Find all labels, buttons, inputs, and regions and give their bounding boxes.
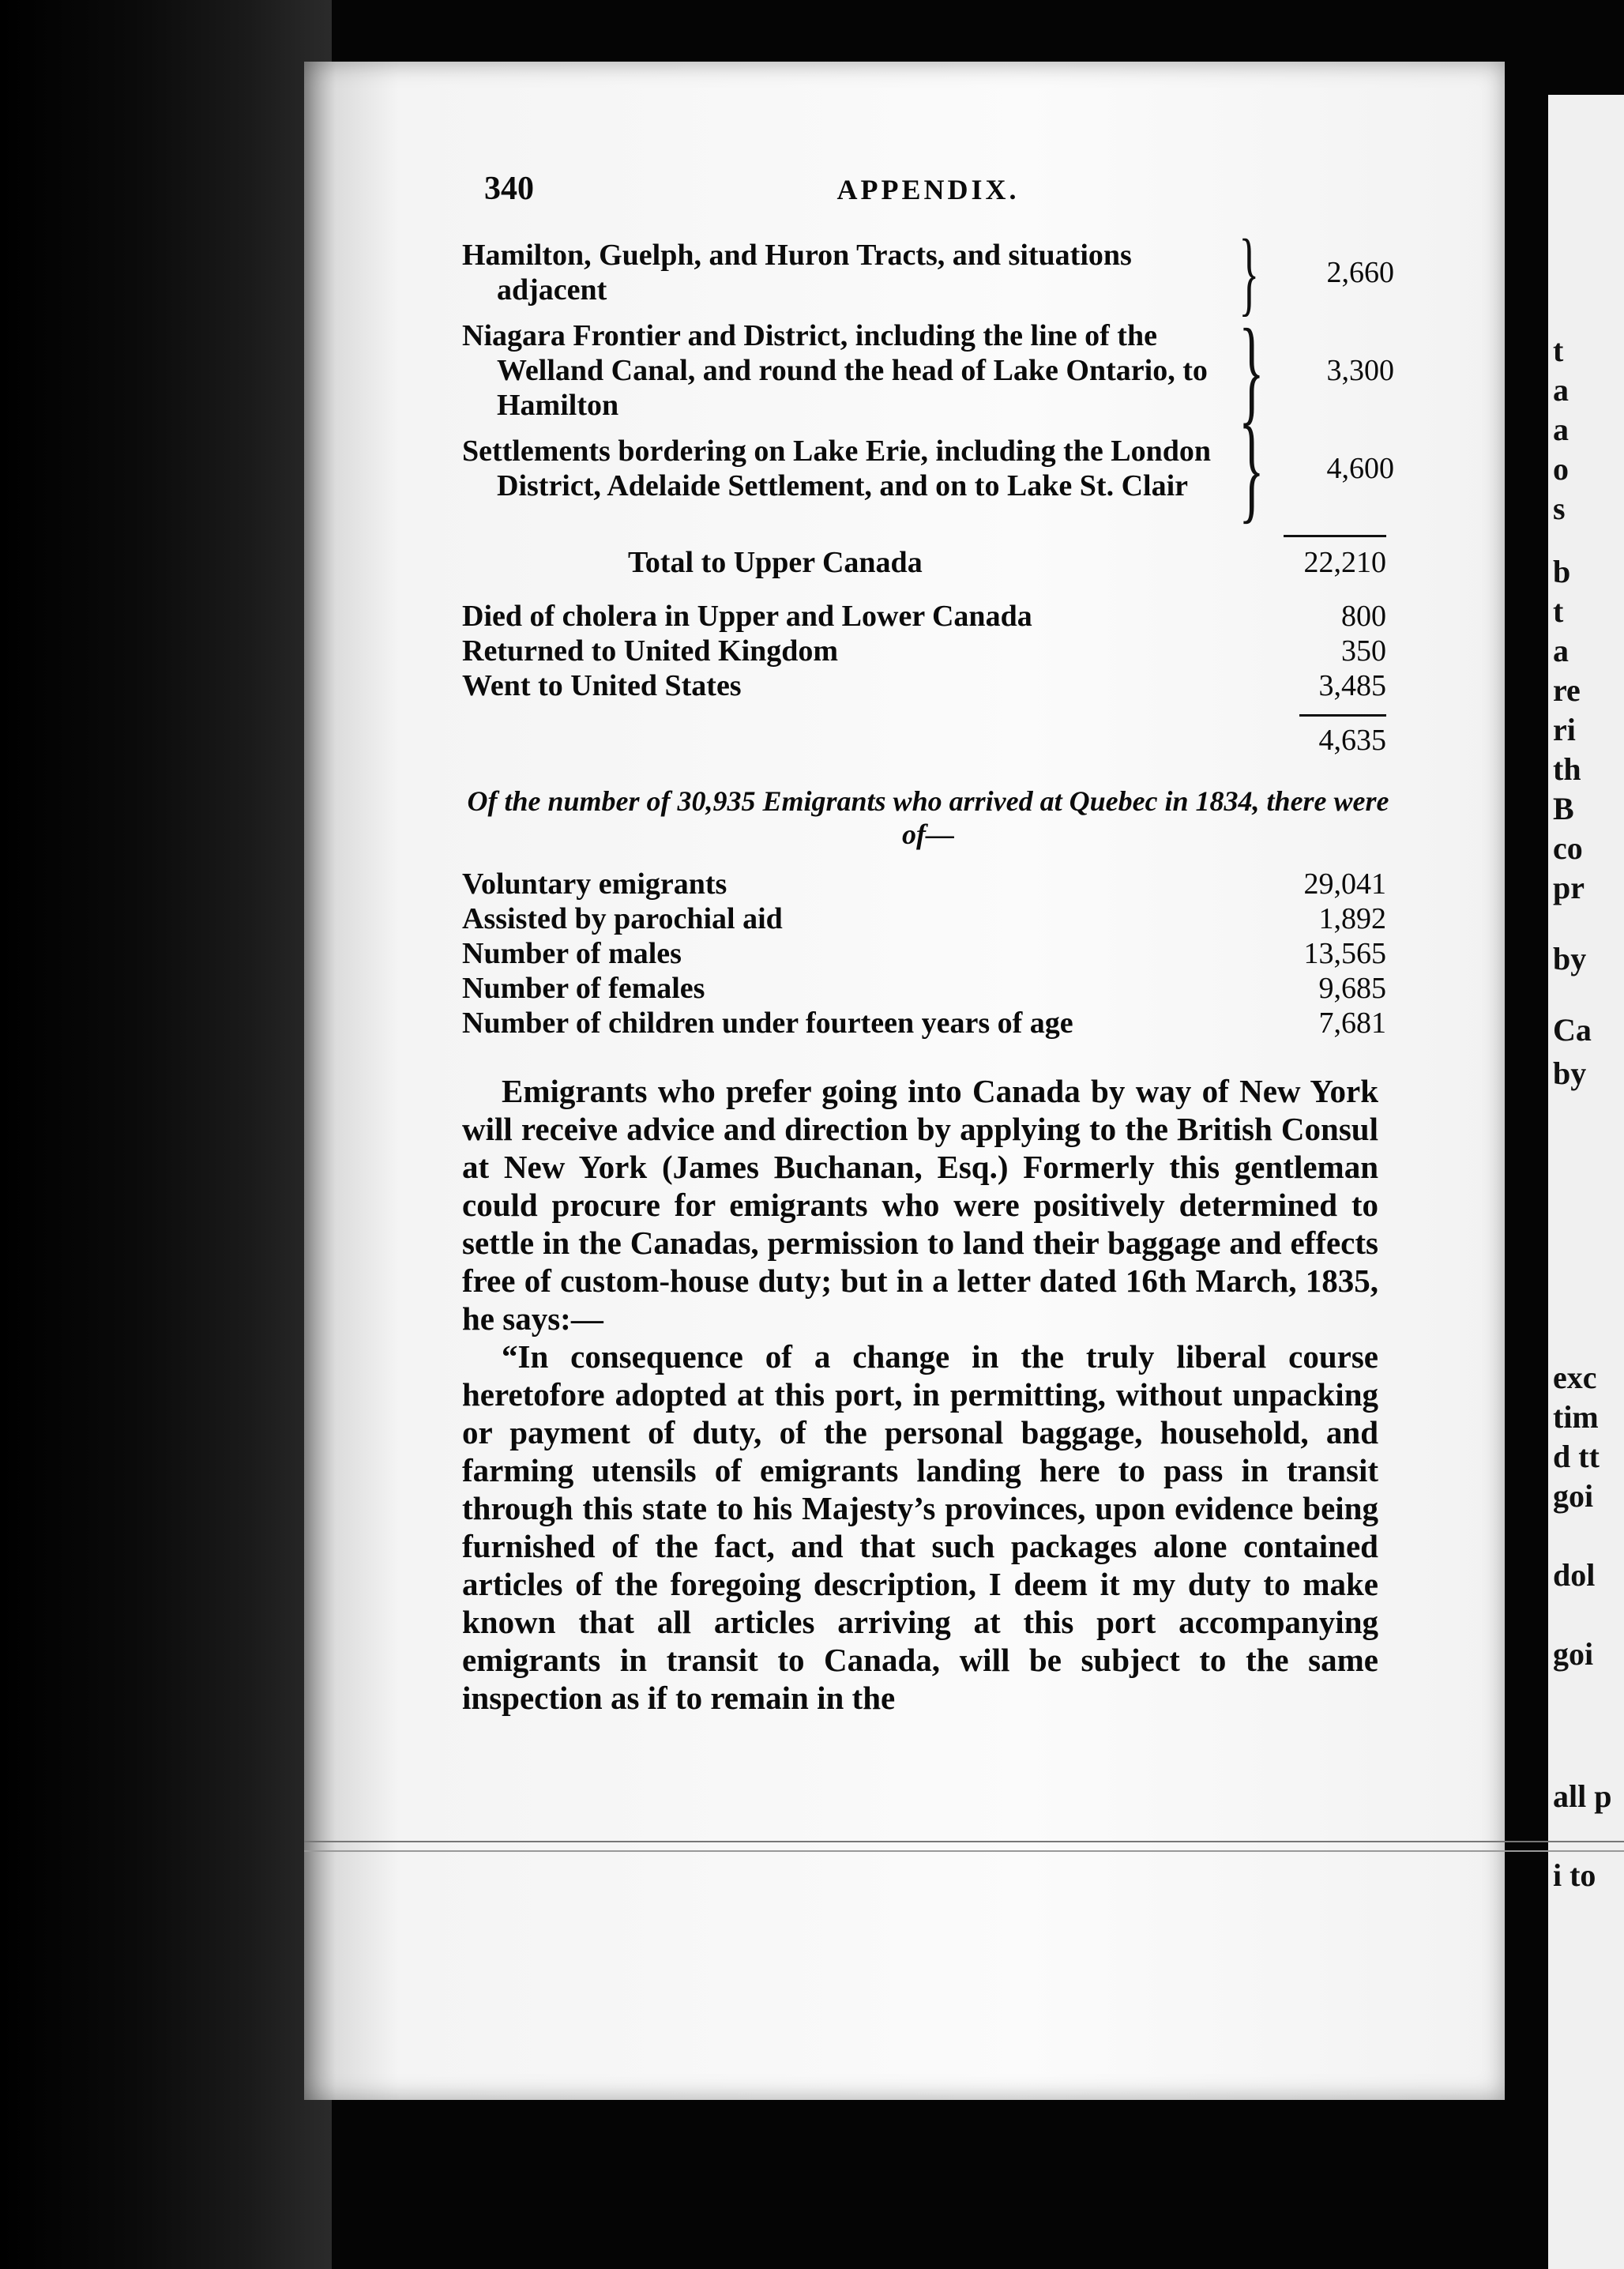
outcome-label: Returned to United Kingdom bbox=[462, 634, 839, 668]
book-gutter-shadow bbox=[0, 0, 332, 2269]
brace-glyph: } bbox=[1239, 220, 1260, 325]
stat-row bbox=[462, 936, 1394, 971]
brace-glyph: } bbox=[1239, 403, 1265, 534]
destination-value: 2,660 bbox=[1326, 256, 1394, 289]
stat-label: Number of males bbox=[462, 937, 682, 970]
total-value: 22,210 bbox=[1303, 546, 1386, 579]
facing-fragment: goi bbox=[1553, 1478, 1594, 1514]
facing-fragment: pr bbox=[1553, 870, 1585, 905]
stat-value: 29,041 bbox=[1303, 867, 1386, 901]
facing-fragment: d tt bbox=[1553, 1439, 1600, 1474]
outcome-value: 800 bbox=[1341, 600, 1386, 633]
facing-fragment: th bbox=[1553, 751, 1581, 787]
stats-heading: Of the number of 30,935 Emigrants who arrived at Quebec in 1834, there were of— bbox=[467, 785, 1389, 850]
destination-value: 3,300 bbox=[1326, 354, 1394, 387]
paragraph: Emigrants who prefer going into Canada by way of New York will receive advice and direction by applying to the British Consul at New York (James Buchanan, Esq.) Formerly this gentleman could procure for emigrants who were positively determined to settle in the Canadas, permission to land their baggage and effects free of custom-house duty; but in a letter dated 16th March, 1835, he says:— bbox=[462, 1073, 1378, 1337]
facing-fragment: B bbox=[1553, 791, 1574, 826]
stat-label: Voluntary emigrants bbox=[462, 867, 727, 901]
body-text bbox=[462, 1072, 1378, 1717]
running-title: APPENDIX. bbox=[836, 174, 1020, 205]
facing-fragment: a bbox=[1553, 633, 1569, 668]
facing-fragment: t bbox=[1553, 333, 1564, 368]
facing-fragment: a bbox=[1553, 372, 1569, 408]
facing-fragment: exc bbox=[1553, 1360, 1597, 1395]
outcome-row bbox=[462, 668, 1394, 703]
destination-row bbox=[462, 403, 1394, 534]
facing-fragment: tim bbox=[1553, 1399, 1599, 1435]
outcome-row bbox=[462, 634, 1394, 668]
facing-fragment: o bbox=[1553, 451, 1569, 487]
stat-value: 13,565 bbox=[1303, 937, 1386, 970]
paragraph-quote: “In consequence of a change in the truly liberal course heretofore adopted at this port, in permitting, without unpacking or payment of duty, of the personal baggage, household, and farming utensils of emigrants landing here to pass in transit through this state to his Majesty’s provinces, upon evidence being furnished of the fact, and that such packages alone contained articles of the foregoing description, I deem it my duty to make known that all articles arriving at this port accompanying emigrants in transit to Canada, will be subject to the same inspection as if to remain in the bbox=[462, 1338, 1378, 1716]
facing-fragment: t bbox=[1553, 593, 1564, 629]
destination-value: 4,600 bbox=[1326, 452, 1394, 485]
facing-fragment: a bbox=[1553, 412, 1569, 447]
facing-page-edge bbox=[1548, 95, 1624, 2269]
stat-label: Number of females bbox=[462, 972, 705, 1005]
facing-fragment: co bbox=[1553, 830, 1583, 866]
outcome-row bbox=[462, 599, 1394, 634]
outcome-label: Went to United States bbox=[462, 669, 742, 702]
total-row bbox=[462, 545, 1394, 580]
scan-artifact-line bbox=[304, 1841, 1624, 1842]
facing-fragment: dol bbox=[1553, 1557, 1596, 1593]
facing-fragment: i to bbox=[1553, 1857, 1596, 1893]
facing-fragment: b bbox=[1553, 554, 1571, 589]
facing-fragment: goi bbox=[1553, 1636, 1594, 1672]
total-label: Total to Upper Canada bbox=[628, 546, 923, 579]
facing-fragment: by bbox=[1553, 1055, 1587, 1091]
page-number: 340 bbox=[484, 171, 534, 207]
total-rule bbox=[1284, 535, 1386, 537]
stat-value: 1,892 bbox=[1318, 902, 1386, 935]
sum-rule bbox=[1299, 714, 1386, 717]
facing-fragment: s bbox=[1553, 491, 1566, 526]
emigrant-stats bbox=[462, 867, 1394, 1040]
brace-glyph: } bbox=[1239, 305, 1265, 436]
page-content bbox=[462, 170, 1394, 1717]
stat-row bbox=[462, 971, 1394, 1006]
stat-row bbox=[462, 1006, 1394, 1040]
stat-label: Assisted by parochial aid bbox=[462, 902, 783, 935]
facing-fragment: Ca bbox=[1553, 1012, 1592, 1048]
stat-row bbox=[462, 867, 1394, 901]
other-outcomes bbox=[462, 599, 1394, 758]
destination-label: Settlements bordering on Lake Erie, including the London District, Adelaide Settlement, and on to Lake St. Clair bbox=[462, 435, 1211, 502]
scan-artifact-line bbox=[304, 1850, 1624, 1852]
facing-fragment: by bbox=[1553, 941, 1587, 976]
stat-row bbox=[462, 901, 1394, 936]
facing-fragment: re bbox=[1553, 672, 1581, 708]
page-header bbox=[462, 170, 1394, 225]
outcome-value: 350 bbox=[1341, 634, 1386, 668]
outcome-label: Died of cholera in Upper and Lower Canada bbox=[462, 600, 1032, 633]
stat-label: Number of children under fourteen years of age bbox=[462, 1007, 1073, 1040]
stat-value: 7,681 bbox=[1318, 1007, 1386, 1040]
facing-fragment: all p bbox=[1553, 1778, 1612, 1814]
destination-label: Niagara Frontier and District, including the line of the Welland Canal, and round the head of Lake Ontario, to Hamilton bbox=[462, 319, 1208, 422]
destination-row bbox=[462, 220, 1394, 325]
destination-label: Hamilton, Guelph, and Huron Tracts, and situations adjacent bbox=[462, 239, 1132, 307]
outcomes-sum: 4,635 bbox=[1318, 724, 1386, 757]
facing-fragment: ri bbox=[1553, 712, 1576, 747]
outcome-value: 3,485 bbox=[1318, 669, 1386, 702]
stat-value: 9,685 bbox=[1318, 972, 1386, 1005]
